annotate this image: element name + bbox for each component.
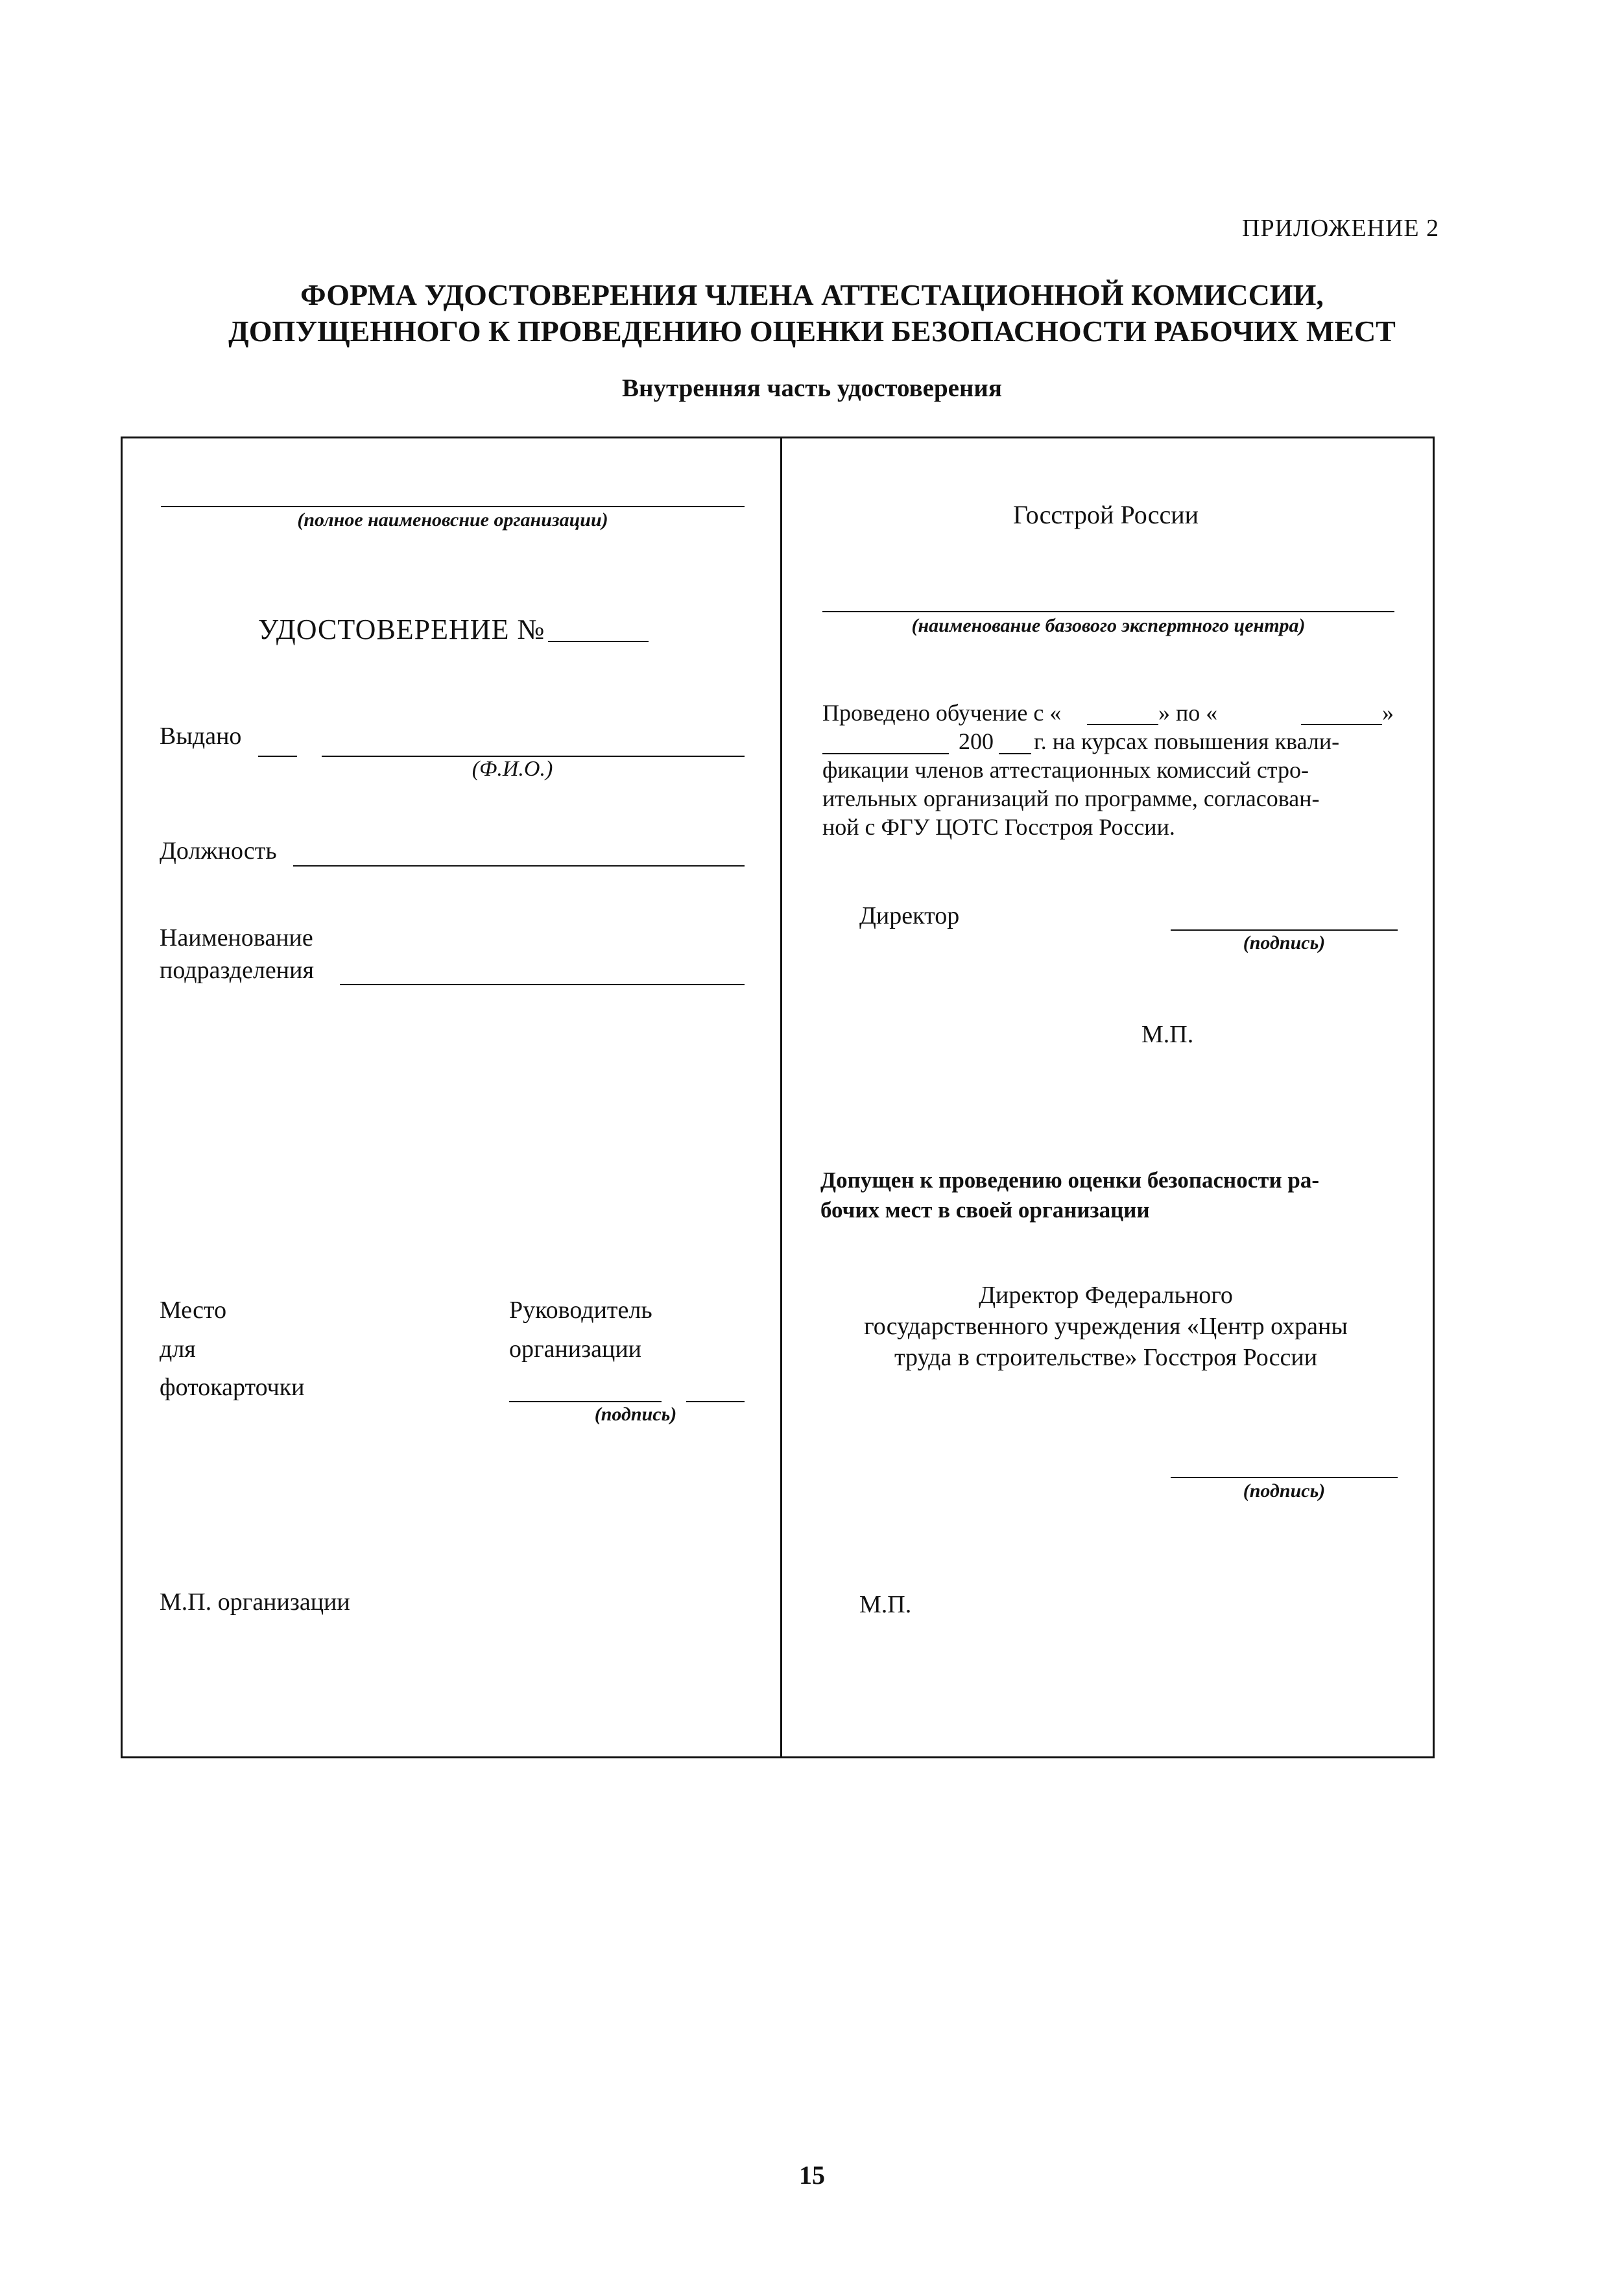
training-year-prefix: 200 [959, 728, 994, 754]
federal-stamp-label: М.П. [859, 1591, 912, 1618]
photo-place-3: фотокарточки [160, 1374, 305, 1401]
org-head-signature-caption: (подпись) [594, 1404, 677, 1425]
org-head-label-2: организации [509, 1335, 642, 1363]
fio-caption: (Ф.И.О.) [472, 757, 553, 781]
training-text-line-1-c: » [1382, 700, 1394, 726]
training-text-line-1-b: » по « [1158, 700, 1218, 726]
org-name-line [161, 506, 745, 507]
director-signature-caption: (подпись) [1243, 932, 1326, 953]
issued-label: Выдано [160, 723, 242, 750]
form-title-line-2: ДОПУЩЕННОГО К ПРОВЕДЕНИЮ ОЦЕНКИ БЕЗОПАСНОСТИ РАБОЧИХ МЕСТ [228, 315, 1396, 348]
issued-line-short [258, 756, 297, 757]
admitted-text-line-2: бочих мест в своей организации [820, 1197, 1150, 1223]
federal-director-signature-line [1171, 1477, 1398, 1478]
training-end-day-line [1301, 724, 1382, 725]
certificate-number-line [548, 641, 649, 642]
expert-center-caption: (наименование базового экспертного центра) [911, 615, 1306, 636]
position-label: Должность [160, 837, 277, 865]
admitted-text-line-1: Допущен к проведению оценки безопасности ра- [820, 1167, 1319, 1193]
org-name-caption: (полное наименовсние организации) [297, 509, 608, 531]
agency-name: Госстрой России [1012, 500, 1199, 529]
federal-director-line-2: государственного учреждения «Центр охраны [864, 1313, 1348, 1340]
expert-center-line [822, 611, 1394, 612]
training-text-line-3: фикации членов аттестационных комиссий стро- [822, 757, 1309, 783]
form-subtitle: Внутренняя часть удостоверения [621, 374, 1002, 402]
position-line [293, 865, 745, 867]
director-label: Директор [859, 902, 960, 929]
dept-label-1: Наименование [160, 924, 313, 951]
org-stamp-label: М.П. организации [160, 1588, 350, 1616]
training-text-line-4: ительных организаций по программе, согласован- [822, 785, 1320, 811]
training-text-line-2: г. на курсах повышения квали- [1034, 728, 1340, 754]
org-head-signature-line-2 [686, 1401, 745, 1402]
org-head-label-1: Руководитель [509, 1297, 652, 1324]
training-year-line [999, 753, 1031, 754]
certificate-label: УДОСТОВЕРЕНИЕ № [258, 614, 545, 645]
training-text-line-1-a: Проведено обучение с « [822, 700, 1062, 726]
form-title-line-1: ФОРМА УДОСТОВЕРЕНИЯ ЧЛЕНА АТТЕСТАЦИОННОЙ КОМИССИИ, [300, 278, 1324, 311]
training-text-line-5: ной с ФГУ ЦОТС Госстроя России. [822, 814, 1175, 840]
director-signature-line [1171, 929, 1398, 931]
photo-place-2: для [160, 1335, 196, 1363]
certificate-divider [780, 437, 782, 1756]
training-month-line [822, 753, 949, 754]
federal-director-line-1: Директор Федерального [979, 1282, 1233, 1309]
federal-director-line-3: труда в строительстве» Госстроя России [894, 1344, 1318, 1371]
dept-line [340, 984, 745, 985]
dept-label-2: подразделения [160, 957, 314, 984]
appendix-label: ПРИЛОЖЕНИЕ 2 [1242, 215, 1440, 242]
training-start-day-line [1087, 724, 1158, 725]
director-stamp-label: М.П. [1141, 1021, 1194, 1048]
org-head-signature-line [509, 1401, 662, 1402]
page-number: 15 [799, 2160, 825, 2190]
federal-director-signature-caption: (подпись) [1243, 1480, 1326, 1501]
photo-place-1: Место [160, 1297, 227, 1324]
